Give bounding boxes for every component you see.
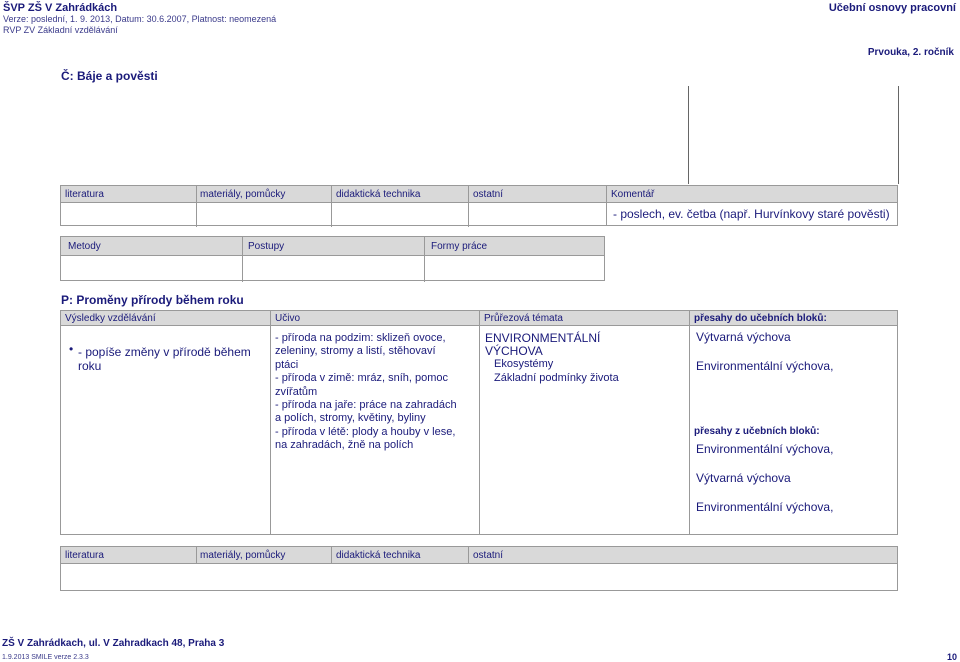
footer-software: 1.9.2013 SMILE verze 2.3.3 (2, 654, 89, 661)
document-title: ŠVP ZŠ V Zahrádkách (3, 2, 118, 14)
cross-topic-title: ENVIRONMENTÁLNÍ (485, 331, 601, 345)
header-cell: didaktická technika (336, 189, 421, 200)
curriculum-line: na zahradách, žně na polích (275, 439, 414, 451)
divider-line (898, 86, 899, 184)
curriculum-table (60, 310, 898, 535)
header-cell: Učivo (275, 313, 301, 324)
overlap-to-item: Výtvarná výchova (696, 330, 791, 344)
header-cell: Průřezová témata (484, 313, 563, 324)
literature-table (60, 546, 898, 591)
header-cell: materiály, pomůcky (200, 550, 286, 561)
divider-line (270, 311, 271, 534)
cross-topic-item: Ekosystémy (494, 358, 554, 370)
overlap-from-item: Environmentální výchova, (696, 442, 834, 456)
comment-header (607, 186, 897, 203)
methods-table (60, 236, 605, 281)
header-cell: Postupy (248, 241, 285, 252)
header-cell: literatura (65, 189, 104, 200)
curriculum-line: zvířatům (275, 386, 318, 398)
header-cell: ostatní (473, 550, 504, 561)
divider-line (688, 86, 689, 184)
document-type: Učební osnovy pracovní (828, 2, 956, 14)
grade-label: Prvouka, 2. ročník (867, 47, 954, 58)
divider-line (424, 237, 425, 282)
overlap-to-item: Environmentální výchova, (696, 359, 834, 373)
comment-text: - poslech, ev. četba (např. Hurvínkovy staré pověsti) (613, 207, 890, 221)
curriculum-line: - příroda v zimě: mráz, sníh, pomoc (275, 372, 448, 384)
curriculum-line: ptáci (275, 359, 299, 371)
outcome-line: roku (78, 359, 102, 373)
divider-line (479, 311, 480, 534)
divider-line (689, 311, 690, 534)
methods-table-header (61, 237, 604, 256)
header-cell: Komentář (611, 189, 655, 200)
topic-title: P: Proměny přírody během roku (61, 293, 244, 307)
header-cell: literatura (65, 550, 104, 561)
program-line: RVP ZV Základní vzdělávání (3, 25, 118, 35)
header-cell: Metody (68, 241, 101, 252)
header-cell: Formy práce (431, 241, 488, 252)
curriculum-line: - příroda v létě: plody a houby v lese, (275, 426, 456, 438)
comment-box (606, 185, 898, 226)
curriculum-line: zeleniny, stromy a listí, stěhovaví (275, 345, 436, 357)
header-cell: materiály, pomůcky (200, 189, 286, 200)
outcome-bullet: • (69, 342, 74, 356)
curriculum-line: - příroda na jaře: práce na zahradách (275, 399, 457, 411)
literature-table-header (61, 547, 897, 564)
overlaps-from-header: přesahy z učebních bloků: (694, 426, 820, 437)
curriculum-line: a polích, stromy, květiny, byliny (275, 412, 426, 424)
topic-title: Č: Báje a pověsti (61, 69, 158, 83)
overlap-from-item: Environmentální výchova, (696, 500, 834, 514)
overlap-from-item: Výtvarná výchova (696, 471, 791, 485)
header-cell: přesahy do učebních bloků: (694, 313, 827, 324)
page-number: 10 (946, 652, 957, 662)
outcome-line: - popíše změny v přírodě během (78, 345, 251, 359)
curriculum-line: - příroda na podzim: sklizeň ovoce, (275, 332, 446, 344)
cross-topic-item: Základní podmínky života (494, 372, 619, 384)
header-cell: ostatní (473, 189, 504, 200)
literature-table-header (61, 186, 606, 203)
header-cell: Výsledky vzdělávání (65, 313, 156, 324)
cross-topic-title: VÝCHOVA (485, 344, 543, 358)
literature-table (60, 185, 607, 226)
version-line: Verze: poslední, 1. 9. 2013, Datum: 30.6.2007, Platnost: neomezená (3, 14, 277, 24)
header-cell: didaktická technika (336, 550, 421, 561)
divider-line (242, 237, 243, 282)
footer-school: ZŠ V Zahrádkach, ul. V Zahradkach 48, Praha 3 (2, 638, 225, 649)
